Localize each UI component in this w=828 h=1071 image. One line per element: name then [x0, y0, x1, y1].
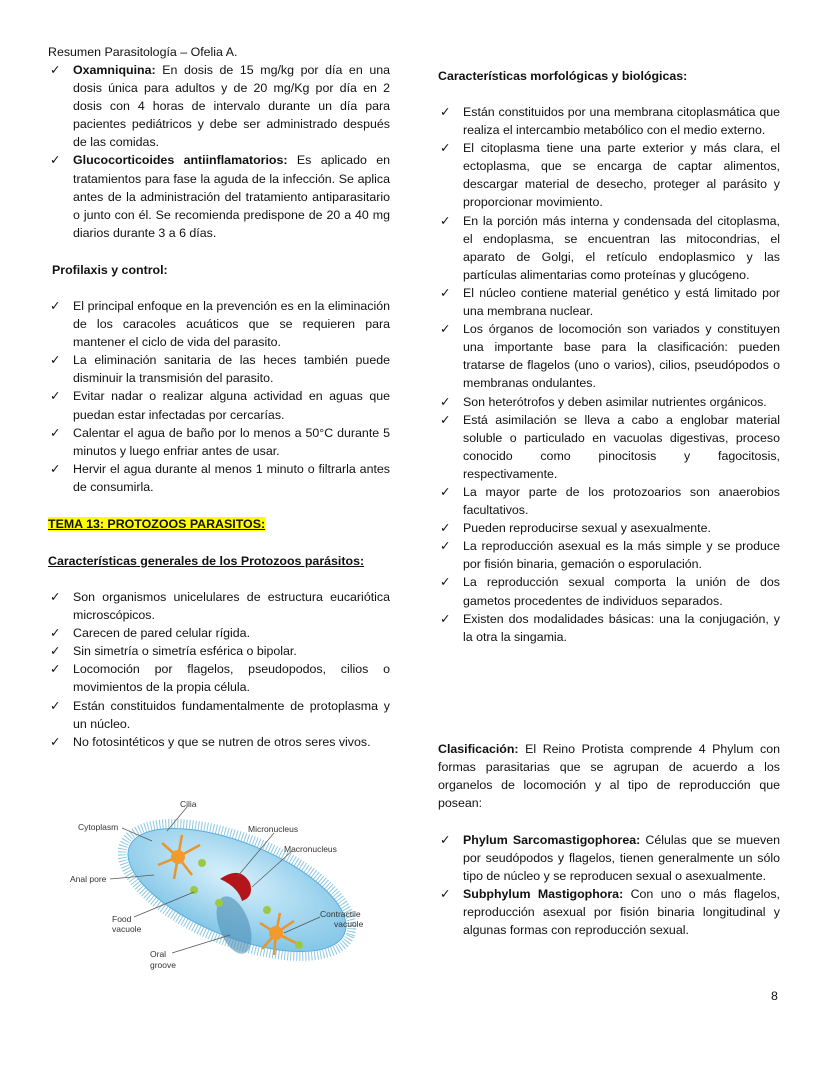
- checkmark-icon: ✓: [50, 644, 61, 659]
- item-text: Locomoción por flagelos, pseudopodos, cilios o movimientos de la propia célula.: [73, 662, 390, 695]
- checkmark-icon: ✓: [50, 425, 61, 440]
- item-text: Sin simetría o simetría esférica o bipolar.: [73, 644, 297, 659]
- item-text: Es aplicado en tratamientos para fase la aguda de la infección. Se aplica antes de la administración del tratamiento antiparasitario o junto con él. Se recomienda predispone de 20 a 40 mg diarios durante 3 a 6 días.: [73, 153, 390, 240]
- clasificacion-paragraph: [438, 740, 780, 812]
- list-item: [48, 151, 390, 241]
- checkmark-icon: ✓: [440, 213, 451, 228]
- item-text: Células que se mueven por seudópodos y flagelos, tienen generalmente un sólo tipo de núcleo y se reproducen sexual o asexualmente.: [463, 833, 781, 884]
- generales-list: [48, 588, 390, 751]
- checkmark-icon: ✓: [440, 394, 451, 409]
- checkmark-icon: ✓: [440, 141, 451, 156]
- item-text: En la porción más interna y condensada del citoplasma, el endoplasma, se encuentran las mitocondrias, el aparato de Golgi, el retículo endoplasmico y las partículas alimentarias como proteínas y glucógeno.: [463, 213, 780, 282]
- checkmark-icon: ✓: [440, 611, 451, 626]
- checkmark-icon: ✓: [50, 153, 61, 168]
- list-item: [438, 212, 780, 284]
- item-text: Existen dos modalidades básicas: una la conjugación, y la otra la singamia.: [463, 611, 780, 644]
- checkmark-icon: ✓: [440, 887, 451, 902]
- checkmark-icon: ✓: [50, 734, 61, 749]
- checkmark-icon: ✓: [50, 590, 61, 604]
- item-label: Oxamniquina:: [73, 63, 156, 77]
- list-item: [438, 831, 780, 885]
- item-label: Glucocorticoides antiinflamatorios:: [73, 153, 288, 168]
- list-item: [438, 320, 780, 392]
- label-food-vacuole: Food: [112, 914, 132, 924]
- item-text: El núcleo contiene material genético y está limitado por una membrana nuclear.: [463, 285, 780, 319]
- document-header: Resumen Parasitología – Ofelia A.: [48, 45, 238, 59]
- label-anal-pore: Anal pore: [70, 874, 107, 884]
- label-contractile-vacuole-2: vacuole: [334, 919, 364, 929]
- checkmark-icon: ✓: [440, 575, 451, 590]
- item-label: Subphylum Mastigophora:: [463, 887, 624, 902]
- list-item: [438, 393, 780, 411]
- item-text: En dosis de 15 mg/kg por día en una dosis única para adultos y de 20 mg/Kg por día en 2 dosis con 4 horas de intervalo durante un día para pacientes pediátricos y debe ser administrado después de las comidas.: [73, 63, 390, 150]
- checkmark-icon: ✓: [50, 698, 61, 713]
- checkmark-icon: ✓: [50, 389, 61, 404]
- checkmark-icon: ✓: [50, 662, 61, 677]
- list-item: [438, 139, 780, 211]
- checkmark-icon: ✓: [440, 322, 451, 337]
- clasificacion-text: El Reino Protista comprende 4 Phylum con formas parasitarias que se agrupan de acuerdo a los organelos de locomoción y al tipo de reproducción que posean:: [438, 742, 780, 811]
- item-text: La mayor parte de los protozoarios son anaerobios facultativos.: [463, 484, 780, 518]
- tema-heading-wrap: [48, 515, 390, 533]
- checkmark-icon: ✓: [440, 484, 451, 499]
- item-text: La eliminación sanitaria de las heces también puede disminuir la transmisión del parasito.: [73, 353, 390, 386]
- checkmark-icon: ✓: [50, 626, 61, 641]
- list-item: [438, 885, 780, 939]
- checkmark-icon: ✓: [50, 461, 61, 476]
- label-macronucleus: Macronucleus: [284, 844, 337, 854]
- checkmark-icon: ✓: [440, 521, 451, 536]
- list-item: [438, 103, 780, 139]
- morfologicas-list: [438, 103, 780, 646]
- checkmark-icon: ✓: [50, 353, 61, 368]
- label-cytoplasm: Cytoplasm: [78, 822, 119, 832]
- checkmark-icon: ✓: [440, 105, 451, 119]
- list-item: [438, 519, 780, 537]
- item-text: El principal enfoque en la prevención es en la eliminación de los caracoles acuáticos que se requieren para mantener el ciclo de vida del parasito.: [73, 299, 390, 350]
- item-text: La reproducción sexual comporta la unión de dos gametos procedentes de individuos separados.: [463, 575, 780, 608]
- checkmark-icon: ✓: [50, 63, 61, 77]
- label-cilia: Cilia: [180, 799, 197, 809]
- checkmark-icon: ✓: [50, 299, 61, 313]
- item-text: Los órganos de locomoción son variados y constituyen una importante base para la clasificación: pueden tratarse de flagelos (uno o varios), cilios, pseudópodos o membranas ondulantes.: [463, 322, 780, 391]
- list-item: [48, 387, 390, 423]
- list-item: [438, 537, 780, 573]
- item-text: Está asimilación se lleva a cabo a englobar material soluble o particulado en vacuolas digestivas, proceso conocido como pinocitosis y fagocitosis, respectivamente.: [463, 412, 780, 481]
- item-text: Evitar nadar o realizar alguna actividad en aguas que puedan estar infectadas por cercarías.: [73, 389, 390, 422]
- label-micronucleus: Micronucleus: [248, 824, 299, 834]
- item-text: Están constituidos fundamentalmente de protoplasma y un núcleo.: [73, 698, 390, 731]
- item-text: Están constituidos por una membrana citoplasmática que realiza el intercambio metabólico con el medio externo.: [463, 105, 780, 138]
- tema-heading: TEMA 13: PROTOZOOS PARASITOS:: [48, 517, 266, 531]
- list-item: [48, 351, 390, 387]
- checkmark-icon: ✓: [440, 539, 451, 554]
- item-text: No fotosintéticos y que se nutren de otros seres vivos.: [73, 734, 371, 749]
- list-item: [48, 642, 390, 660]
- item-text: La reproducción asexual es la más simple y se produce por fisión binaria, gemación o esporulación.: [463, 539, 780, 572]
- item-label: Phylum Sarcomastigophorea:: [463, 833, 641, 847]
- list-item: [48, 733, 390, 751]
- item-text: Carecen de pared celular rígida.: [73, 626, 251, 641]
- list-item: [48, 697, 390, 733]
- item-text: Son heterótrofos y deben asimilar nutrientes orgánicos.: [463, 394, 767, 409]
- item-text: Pueden reproducirse sexual y asexualmente.: [463, 521, 711, 536]
- checkmark-icon: ✓: [440, 833, 451, 847]
- list-item: [438, 284, 780, 320]
- label-contractile-vacuole: Contractile: [320, 909, 361, 919]
- paramecium-diagram: [62, 795, 382, 985]
- item-text: Hervir el agua durante al menos 1 minuto o filtrarla antes de consumirla.: [73, 461, 390, 494]
- clasificacion-list: [438, 831, 780, 940]
- list-item: [48, 297, 390, 351]
- list-item: [48, 660, 390, 696]
- treatment-list: [48, 61, 390, 242]
- list-item: [48, 624, 390, 642]
- list-item: [48, 460, 390, 496]
- profilaxis-heading: Profilaxis y control:: [52, 263, 168, 277]
- item-text: Calentar el agua de baño por lo menos a 50°C durante 5 minutos y luego enfriar antes de usar.: [73, 425, 390, 458]
- generales-heading: Características generales de los Protozoos parásitos:: [48, 554, 365, 568]
- item-text: Son organismos unicelulares de estructura eucariótica microscópicos.: [73, 590, 390, 623]
- list-item: [438, 411, 780, 483]
- checkmark-icon: ✓: [440, 412, 451, 427]
- label-oral-groove-2: groove: [150, 960, 176, 970]
- list-item: [438, 483, 780, 519]
- list-item: [48, 61, 390, 151]
- morfologicas-heading: Características morfológicas y biológicas:: [438, 69, 688, 83]
- clasificacion-label: Clasificación:: [438, 742, 519, 756]
- list-item: [438, 573, 780, 609]
- item-text: El citoplasma tiene una parte exterior y más clara, el ectoplasma, que se encarga de captar alimentos, descargar material de desecho, proteger al parásito y proporcionar movimiento.: [463, 141, 780, 210]
- item-text: Con uno o más flagelos, reproducción asexual por fisión binaria longitudinal y algunas formas con reproducción sexual.: [463, 887, 780, 938]
- label-food-vacuole-2: vacuole: [112, 924, 142, 934]
- list-item: [438, 610, 780, 646]
- list-item: [48, 424, 390, 460]
- profilaxis-list: [48, 297, 390, 496]
- label-oral-groove: Oral: [150, 949, 167, 959]
- list-item: [48, 588, 390, 624]
- checkmark-icon: ✓: [440, 285, 451, 300]
- page-number: 8: [771, 989, 778, 1003]
